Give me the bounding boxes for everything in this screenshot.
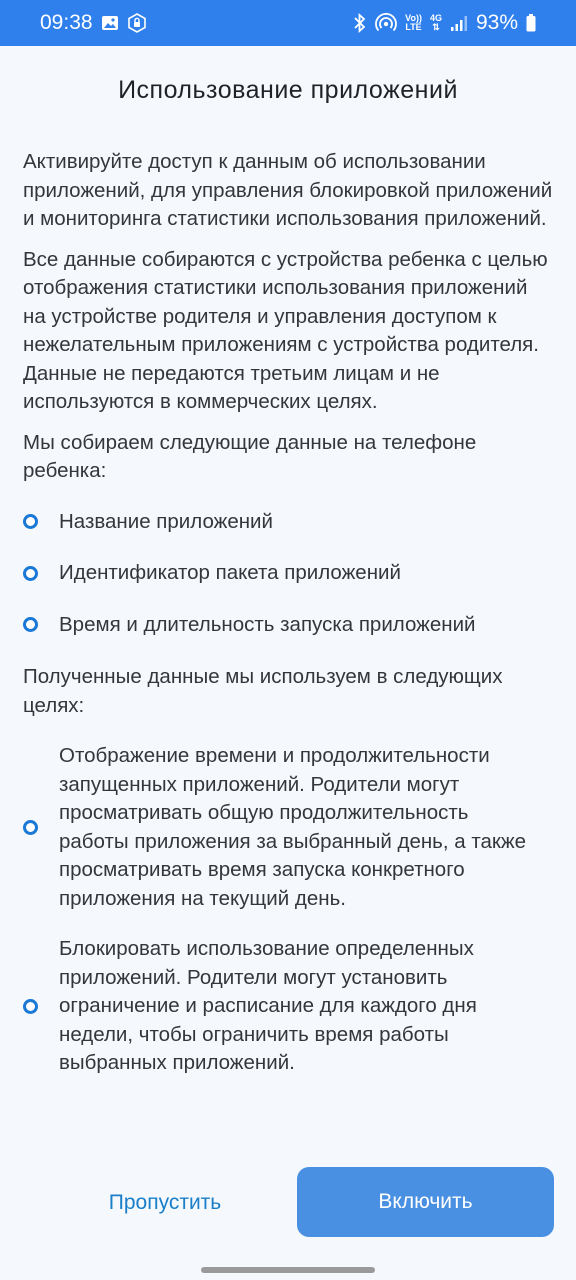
list-item: Идентификатор пакета приложений <box>23 559 553 588</box>
status-bar <box>0 0 576 46</box>
skip-button[interactable]: Пропустить <box>108 1191 222 1214</box>
bullet-icon <box>23 566 38 581</box>
bullet-icon <box>23 617 38 632</box>
list-item: Название приложений <box>23 508 553 537</box>
battery-icon <box>526 14 536 32</box>
home-gesture-handle[interactable] <box>201 1267 375 1273</box>
battery-percent: 93% <box>475 11 518 34</box>
navigation-bar <box>0 1258 576 1280</box>
lock-icon <box>127 13 147 33</box>
hotspot-icon <box>375 13 397 33</box>
status-time: 09:38 <box>40 11 93 34</box>
image-icon <box>101 15 119 31</box>
intro-paragraph: Все данные собираются с устройства ребенка с целью отображения статистики использования приложений на устройстве родителя и управления доступом к нежелательным приложениям с устройства родителя. Данные не передаются третьим лицам и не используются в коммерческих целях. <box>23 247 548 413</box>
bullet-icon <box>23 514 38 529</box>
list-item: Отображение времени и продолжительности запущенных приложений. Родители могут просматривать общую продолжительность работы приложения за выбранный день, а также просматривать время запуска конкретного приложения на текущий день. <box>23 742 553 913</box>
intro-paragraph: Мы собираем следующие данные на телефоне ребенка: <box>23 430 477 482</box>
bluetooth-icon <box>353 13 367 33</box>
enable-button[interactable]: Включить <box>297 1167 554 1237</box>
network-type: 4G ⇅ <box>429 13 442 32</box>
page-title: Использование приложений <box>118 76 458 104</box>
bullet-icon <box>23 999 38 1014</box>
permission-description <box>23 148 553 1078</box>
list-item: Блокировать использование определенных приложений. Родители могут установить ограничение и расписание для каждого дня недели, чтобы ограничить время работы выбранных приложений. <box>23 935 553 1078</box>
volte-indicator: Vo)) LTE <box>405 13 422 32</box>
intro-paragraph: Активируйте доступ к данным об использовании приложений, для управления блокировкой приложений и мониторинга статистики использования приложений. <box>23 150 553 230</box>
list-item: Время и длительность запуска приложений <box>23 611 553 640</box>
bullet-icon <box>23 820 38 835</box>
purposes-heading: Полученные данные мы используем в следующих целях: <box>23 665 503 717</box>
signal-icon <box>450 14 468 32</box>
